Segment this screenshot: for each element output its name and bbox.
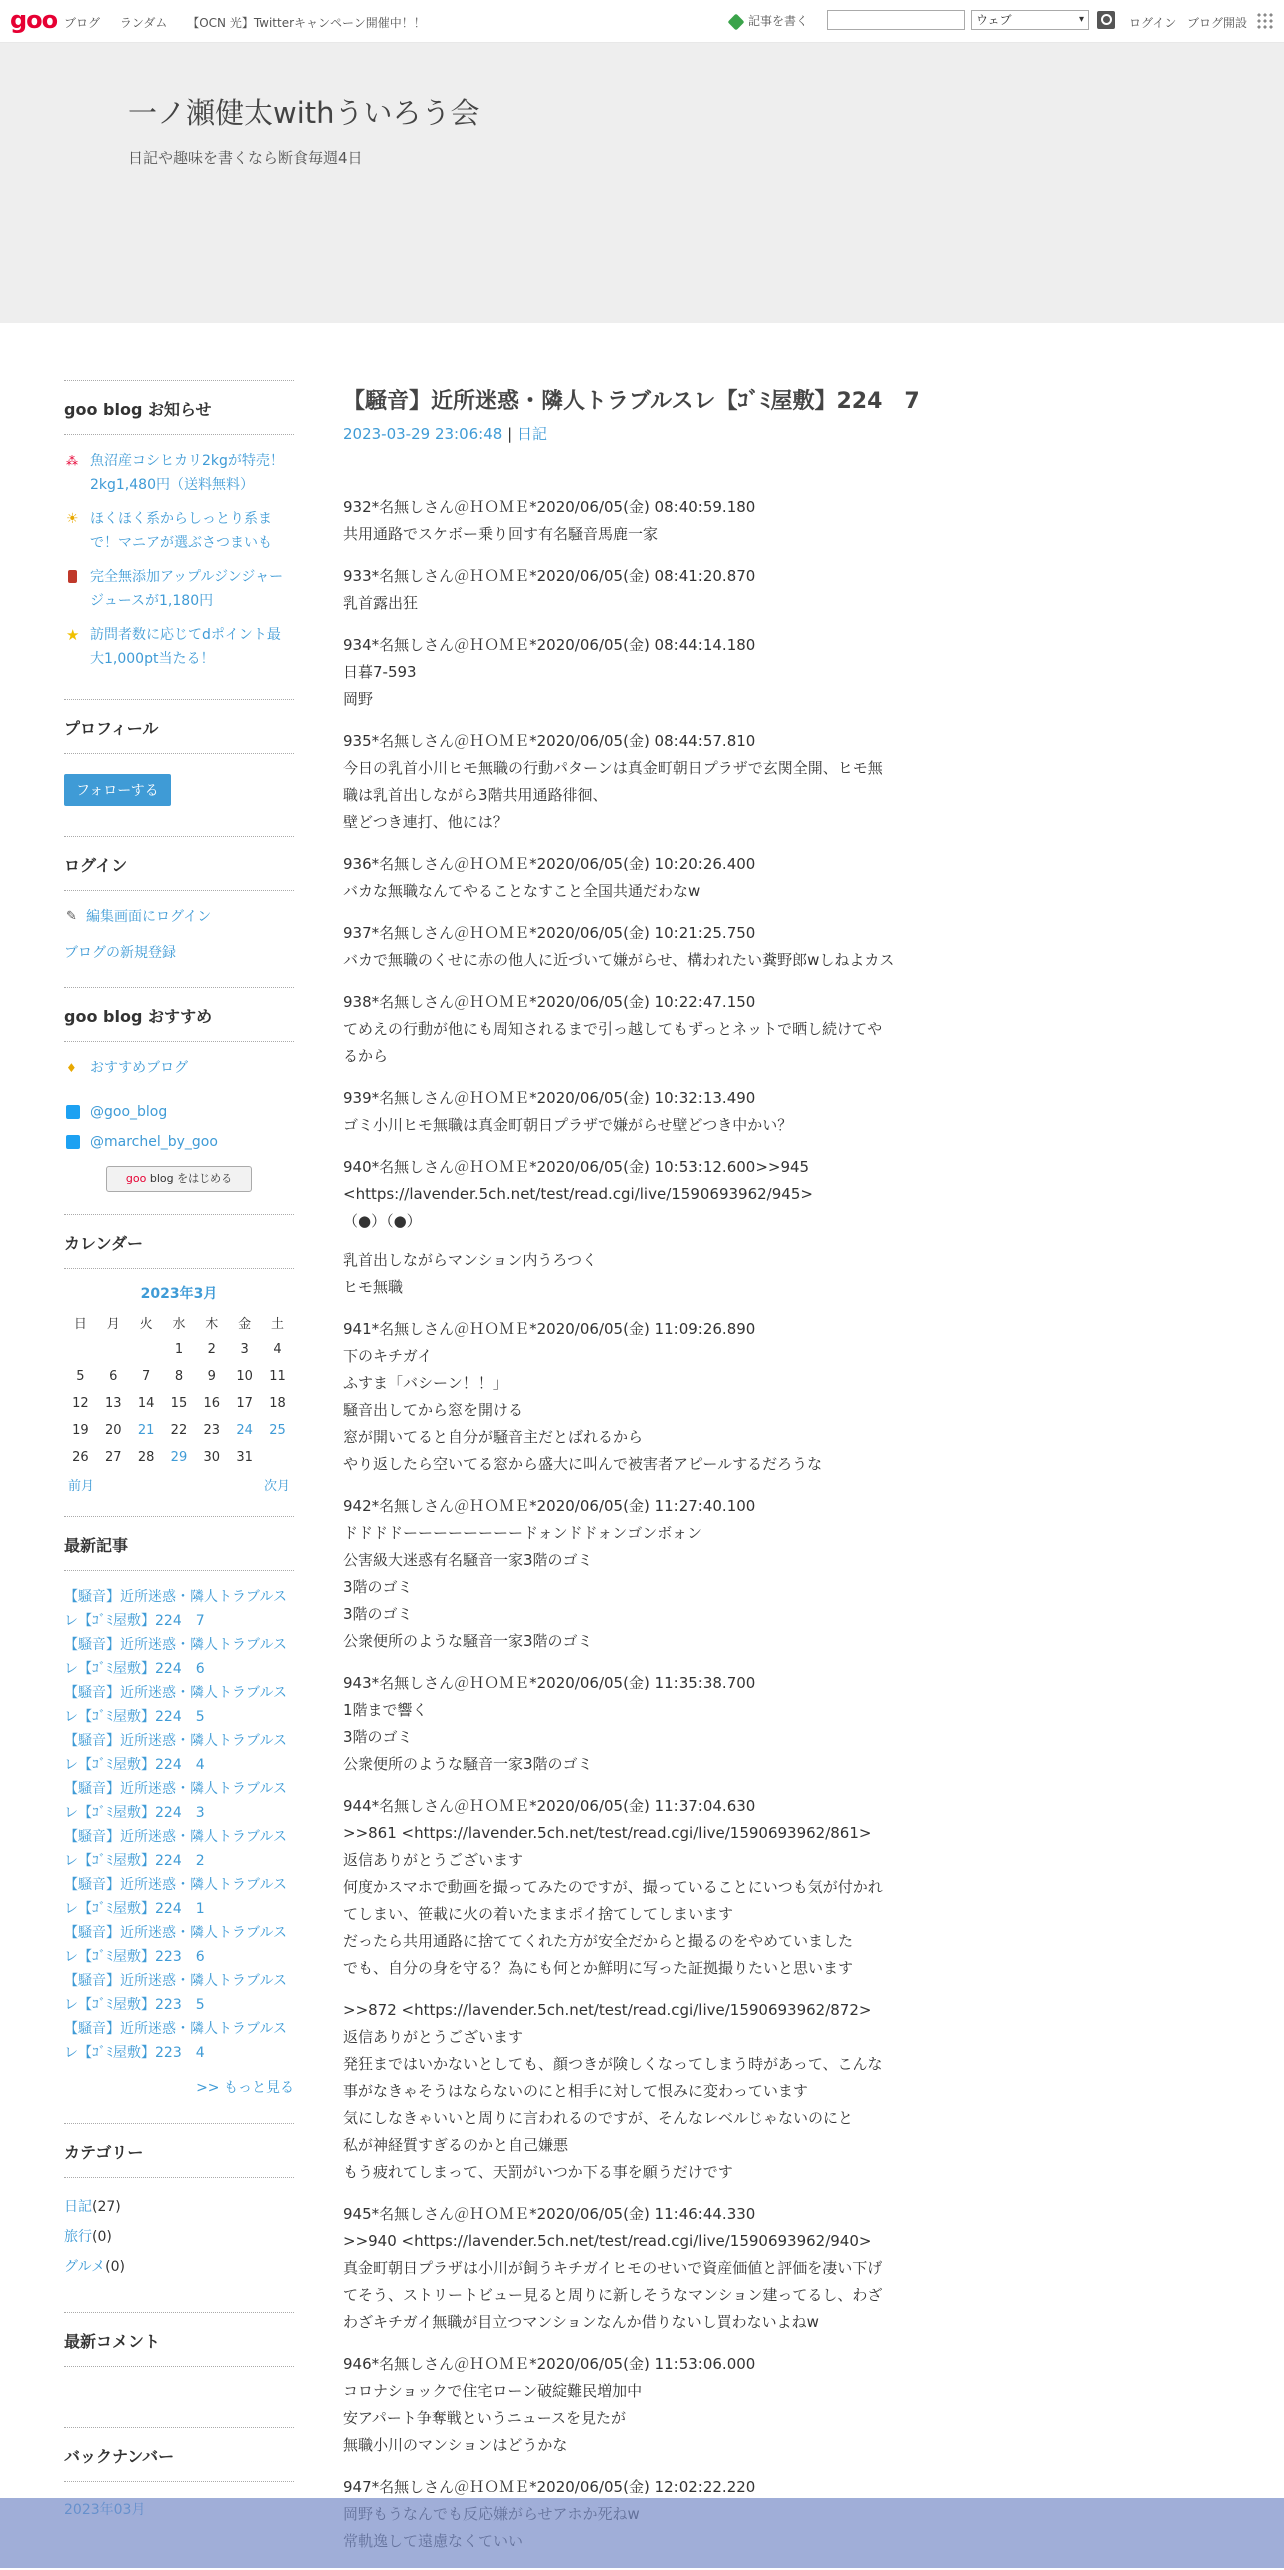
calendar-day: 13 [104,1396,122,1411]
calendar-day: 15 [170,1396,188,1411]
post-line: 公衆便所のような騒音一家3階のゴミ [343,1632,593,1650]
post-header: 942*名無しさん＠ＨＯＭＥ*2020/06/05(金) 11:27:40.100 [343,1497,756,1515]
top-links [64,14,442,31]
post-line: ゴミ小川ヒモ無職は真金町朝日プラザで嫌がらせ壁どつき中かい？ [343,1116,793,1134]
more-link[interactable]: >> もっと見る [196,2080,294,2096]
profile-heading: プロフィール [64,716,294,754]
post [343,851,943,905]
post [343,1793,943,1982]
post-line: てそう、ストリートビュー見ると周りに新しそうなマンション建ってるし、わざ [343,2286,883,2304]
recent-article-link[interactable]: 【騒音】近所迷惑・隣人トラブルスレ【ｺﾞﾐ屋敷】224 6 [64,1637,288,1677]
calendar-weekday: 日 [73,1317,87,1332]
notice-item[interactable] [64,623,294,671]
post-line: 下のキチガイ [343,1347,433,1365]
post-line: 共用通路でスケボー乗り回す有名騒音馬鹿一家 [343,525,659,543]
post-line: ふすま「バシーン！！」 [343,1374,508,1392]
top-bar [0,0,1284,43]
calendar-day: 30 [203,1450,221,1465]
post-header: 940*名無しさん＠ＨＯＭＥ*2020/06/05(金) 10:53:12.600>>945 [343,1158,810,1176]
category-item[interactable] [64,2192,294,2222]
top-link-blog[interactable]: ブログ [64,16,101,30]
calendar-day[interactable]: 25 [269,1423,286,1438]
post-header: 936*名無しさん＠ＨＯＭＥ*2020/06/05(金) 10:20:26.400 [343,855,756,873]
pen-icon [728,13,745,30]
twitter-label: @marchel_by_goo [90,1134,218,1150]
post [343,1154,943,1301]
rice-icon: ⁂ [66,454,78,468]
category-item[interactable] [64,2222,294,2252]
recent-article-link[interactable]: 【騒音】近所迷惑・隣人トラブルスレ【ｺﾞﾐ屋敷】223 4 [64,2021,288,2061]
post-line: バカで無職のくせに赤の他人に近づいて嫌がらせ、構われたい糞野郎wしねよカス [343,951,895,969]
calendar-day: 19 [72,1423,89,1438]
recent-heading: 最新記事 [64,1533,294,1571]
post-line: 気にしなきゃいいと周りに言われるのですが、そんなレベルじゃないのにと [343,2109,854,2127]
post-line: 公害級大迷惑有名騒音一家3階のゴミ [343,1551,593,1569]
calendar-day: 7 [141,1369,151,1384]
calendar-week [64,1363,294,1390]
juice-icon [68,570,77,583]
start-blog-label: blog をはじめる [149,1172,233,1185]
post [343,728,943,836]
post [343,563,943,617]
post-line: 返信ありがとうございます [343,1851,524,1869]
recent-article-link[interactable]: 【騒音】近所迷惑・隣人トラブルスレ【ｺﾞﾐ屋敷】224 5 [64,1685,288,1725]
comments-heading: 最新コメント [64,2329,294,2367]
calendar-day: 17 [236,1396,253,1411]
post-line: わざキチガイ無職が目立つマンションなんか借りないし買わないよねw [343,2313,819,2331]
notice-item[interactable] [64,565,294,613]
recent-list [64,1585,294,2065]
post-line: 乳首露出狂 [343,594,419,612]
notice-text: 完全無添加アップルジンジャージュースが1,180円 [90,569,284,609]
post-line: 1階まで響く [343,1701,428,1719]
calendar-day [130,1336,163,1363]
article [343,380,943,2570]
recent-item [64,1681,294,1729]
post-line: 返信ありがとうございます [343,2028,524,2046]
calendar-day: 1 [174,1342,184,1357]
calendar-nav [64,1471,294,1516]
post-line: バカな無職なんてやることなすこと全国共通だわなw [343,882,701,900]
post-line: 騒音出してから窓を開ける [343,1401,524,1419]
post-line: 発狂まではいかないとしても、顔つきが険しくなってしまう時があって、こんな [343,2055,883,2073]
post-header: 946*名無しさん＠ＨＯＭＥ*2020/06/05(金) 11:53:06.000 [343,2355,756,2373]
post-line: <https://lavender.5ch.net/test/read.cgi/live/1590693962/945> [343,1185,813,1203]
post-line: >>940 <https://lavender.5ch.net/test/read.cgi/live/1590693962/940> [343,2232,872,2250]
recent-item [64,1585,294,1633]
calendar-day: 9 [207,1369,216,1384]
post-line: 今日の乳首小川ヒモ無職の行動パターンは真金町朝日プラザで玄関全開、ヒモ無 [343,759,883,777]
calendar-day: 16 [203,1396,221,1411]
calendar-weekday: 火 [139,1317,153,1332]
recent-item [64,1921,294,1969]
calendar-day: 18 [269,1396,286,1411]
category-heading: カテゴリー [64,2140,294,2178]
post-header: 944*名無しさん＠ＨＯＭＥ*2020/06/05(金) 11:37:04.630 [343,1797,756,1815]
recent-article-link[interactable]: 【騒音】近所迷惑・隣人トラブルスレ【ｺﾞﾐ屋敷】224 3 [64,1781,288,1821]
calendar-day: 26 [72,1450,89,1465]
apps-grid-icon[interactable] [1256,12,1274,30]
calendar-day: 2 [207,1342,216,1357]
calendar-week [64,1444,294,1471]
post [343,1493,943,1655]
recent-article-link[interactable]: 【騒音】近所迷惑・隣人トラブルスレ【ｺﾞﾐ屋敷】224 7 [64,1589,288,1629]
profile-section [64,699,294,836]
twitter-icon [66,1135,80,1149]
star-icon: ★ [66,626,80,644]
post-header: 933*名無しさん＠ＨＯＭＥ*2020/06/05(金) 08:41:20.870 [343,567,756,585]
calendar-day: 8 [174,1369,184,1384]
calendar-weekday: 土 [271,1317,285,1332]
top-link-random[interactable]: ランダム [119,16,168,30]
backnumber-heading: バックナンバー [64,2444,294,2482]
post-line: てめえの行動が他にも周知されるまで引っ越してもずっとネットで晒し続けてや [343,1020,883,1038]
top-link-campaign[interactable]: 【OCN 光】Twitterキャンペーン開催中！！ [187,16,426,30]
twitter-link[interactable] [64,1100,294,1124]
post-line: （●）（●） [343,1212,422,1230]
post-line: ドドドドーーーーーーーードォンドドォンゴンボォン [343,1524,702,1542]
post-header: 939*名無しさん＠ＨＯＭＥ*2020/06/05(金) 10:32:13.490 [343,1089,756,1107]
post-header: 934*名無しさん＠ＨＯＭＥ*2020/06/05(金) 08:44:14.180 [343,636,756,654]
notice-text: 訪問者数に応じてdポイント最大1,000pt当たる！ [90,627,281,667]
category-count: (0) [92,2229,112,2245]
new-register-link[interactable]: ブログの新規登録 [64,945,176,961]
calendar-day[interactable]: 24 [236,1423,253,1438]
notice-item[interactable] [64,507,294,555]
notice-text: ほくほく系からしっとり系まで！マニアが選ぶさつまいも [90,511,272,551]
post-header: 943*名無しさん＠ＨＯＭＥ*2020/06/05(金) 11:35:38.700 [343,1674,756,1692]
post [343,2351,943,2459]
category-name: グルメ [64,2259,106,2275]
post-line: 岡野 [343,690,374,708]
recommend-section [64,987,294,1192]
meta-separator: | [507,425,513,443]
post-line: 壁どつき連打、他には？ [343,813,508,831]
calendar-section [64,1214,294,1516]
comments-section [64,2312,294,2367]
post-line: コロナショックで住宅ローン破綻難民増加中 [343,2382,643,2400]
write-label: 記事を書く [748,14,809,28]
edit-login-link[interactable] [64,905,294,929]
post-line: 職は乳首出しながら3階共用通路徘徊、 [343,786,608,804]
login-section [64,836,294,967]
follow-button[interactable]: フォローする [64,774,171,806]
article-title: 【騒音】近所迷惑・隣人トラブルスレ【ｺﾞﾐ屋敷】224 7 [343,389,920,414]
post-header: 941*名無しさん＠ＨＯＭＥ*2020/06/05(金) 11:09:26.890 [343,1320,756,1338]
post [343,1670,943,1778]
post-line: ヒモ無職 [343,1278,404,1296]
post-line: 3階のゴミ [343,1728,413,1746]
blog-header [0,43,1284,323]
calendar-day[interactable]: 21 [137,1423,155,1438]
post-line: >>861 <https://lavender.5ch.net/test/read.cgi/live/1590693962/861> [343,1824,872,1842]
calendar-table [64,1309,294,1471]
twitter-link[interactable] [64,1130,294,1154]
post [343,2201,943,2336]
post-line [343,1235,943,1247]
recent-section [64,1516,294,2097]
sun-icon: ☀ [66,511,79,527]
calendar-day [97,1336,130,1363]
search-scope-value: ウェブ [976,13,1012,27]
next-month-link[interactable]: 次月 [263,1479,290,1494]
post-line: 真金町朝日プラザは小川が飼うキチガイヒモのせいで資産価値と評価を凄い下げ [343,2259,883,2277]
recent-article-link[interactable]: 【騒音】近所迷惑・隣人トラブルスレ【ｺﾞﾐ屋敷】223 6 [64,1925,288,1965]
calendar-weekday: 木 [205,1317,219,1332]
post-line: でも、自分の身を守る？為にも何とか鮮明に写った証拠撮りたいと思います [343,1959,854,1977]
category-name: 日記 [64,2199,92,2215]
search-scope-select[interactable] [971,10,1089,30]
post [343,494,943,548]
recommend-heading: goo blog おすすめ [64,1004,294,1042]
post-header: 935*名無しさん＠ＨＯＭＥ*2020/06/05(金) 08:44:57.810 [343,732,756,750]
recent-article-link[interactable]: 【騒音】近所迷惑・隣人トラブルスレ【ｺﾞﾐ屋敷】224 1 [64,1877,288,1917]
post-header: >>872 <https://lavender.5ch.net/test/read.cgi/live/1590693962/872> [343,2001,872,2019]
calendar-day: 10 [236,1369,253,1384]
recent-article-link[interactable]: 【騒音】近所迷惑・隣人トラブルスレ【ｺﾞﾐ屋敷】224 2 [64,1829,288,1869]
post-line: てしまい、笹載に火の着いたままポイ捨てしてしまいます [343,1905,734,1923]
recent-article-link[interactable]: 【騒音】近所迷惑・隣人トラブルスレ【ｺﾞﾐ屋敷】223 5 [64,1973,288,2013]
login-heading: ログイン [64,853,294,891]
post [343,920,943,974]
post-line: 公衆便所のような騒音一家3階のゴミ [343,1755,593,1773]
bottom-overlay [0,2498,1284,2568]
calendar-weekday: 水 [172,1317,186,1332]
calendar-day: 22 [170,1423,188,1438]
notice-heading: goo blog お知らせ [64,397,294,435]
notice-item[interactable] [64,449,294,497]
recent-item [64,2017,294,2065]
calendar-week [64,1417,294,1444]
post-header: 937*名無しさん＠ＨＯＭＥ*2020/06/05(金) 10:21:25.750 [343,924,756,942]
post-header: 945*名無しさん＠ＨＯＭＥ*2020/06/05(金) 11:46:44.330 [343,2205,756,2223]
twitter-label: @goo_blog [90,1104,168,1120]
recent-item [64,1969,294,2017]
recent-item [64,1633,294,1681]
blog-subtitle: 日記や趣味を書くなら断食毎週4日 [128,149,363,167]
search-icon[interactable] [1097,11,1115,29]
post-line: 3階のゴミ [343,1605,413,1623]
calendar-day: 14 [137,1396,155,1411]
post-line: 窓が開いてると自分が騒音主だとばれるから [343,1428,644,1446]
category-name: 旅行 [64,2229,92,2245]
calendar-week [64,1336,294,1363]
calendar-day: 28 [137,1450,155,1465]
twitter-icon [66,1105,80,1119]
post-line: 私が神経質すぎるのかと自己嫌悪 [343,2136,569,2154]
calendar-day: 31 [236,1450,253,1465]
chevron-down-icon: ▾ [1078,14,1084,25]
post-header: 938*名無しさん＠ＨＯＭＥ*2020/06/05(金) 10:22:47.150 [343,993,756,1011]
recent-item [64,1873,294,1921]
post-line: 事がなきゃそうはならないのにと相手に対して恨みに変わっています [343,2082,808,2100]
calendar-day [64,1336,97,1363]
post [343,1085,943,1139]
article-date[interactable]: 2023-03-29 23:06:48 [343,425,503,443]
post-line: 無職小川のマンションはどうかな [343,2436,568,2454]
article-body [343,494,943,2555]
goo-logo[interactable]: goo [10,6,58,34]
notice-text: 魚沼産コシヒカリ2kgが特売！2kg1,480円（送料無料） [90,453,284,493]
login-link[interactable]: ログイン [1129,16,1177,30]
recent-item [64,1729,294,1777]
notice-section [64,380,294,671]
post-header: 932*名無しさん＠ＨＯＭＥ*2020/06/05(金) 08:40:59.180 [343,498,756,516]
calendar-day: 6 [109,1369,118,1384]
article-meta [343,423,943,444]
recent-article-link[interactable]: 【騒音】近所迷惑・隣人トラブルスレ【ｺﾞﾐ屋敷】224 4 [64,1733,288,1773]
start-blog-button[interactable] [106,1166,252,1192]
open-blog-link[interactable]: ブログ開設 [1187,16,1248,30]
category-section [64,2123,294,2282]
write-article-link[interactable] [730,12,808,29]
post-line: 乳首出しながらマンション内うろつく [343,1251,598,1269]
calendar-day[interactable]: 29 [170,1450,188,1465]
category-count: (0) [105,2259,126,2275]
calendar-heading: カレンダー [64,1231,294,1269]
post [343,632,943,713]
calendar-day: 27 [104,1450,122,1465]
blog-title[interactable]: 一ノ瀬健太withういろう会 [128,96,480,130]
post-line: 日暮7-593 [343,663,417,681]
recent-item [64,1825,294,1873]
post-line: 何度かスマホで動画を撮ってみたのですが、撮っていることにいつも気が付かれ [343,1878,883,1896]
prev-month-link[interactable]: 前月 [68,1479,95,1494]
calendar-day: 11 [269,1369,286,1384]
category-item[interactable] [64,2252,294,2282]
post [343,1316,943,1478]
calendar-day: 23 [203,1423,221,1438]
recommend-blog-link[interactable] [64,1056,294,1080]
category-count: (27) [92,2199,121,2215]
sidebar [64,380,294,2524]
post-line: るから [343,1047,389,1065]
bulb-icon: ♦ [66,1061,77,1075]
calendar-day: 3 [240,1342,249,1357]
calendar-day: 5 [76,1369,85,1384]
calendar-day: 12 [72,1396,89,1411]
calendar-weekday: 金 [238,1317,252,1332]
pencil-icon: ✎ [66,909,77,924]
calendar-month-title[interactable]: 2023年3月 [140,1286,218,1302]
search-input[interactable] [827,10,965,30]
post-header: 947*名無しさん＠ＨＯＭＥ*2020/06/05(金) 12:02:22.220 [343,2478,756,2496]
article-category[interactable]: 日記 [516,425,547,443]
post [343,989,943,1070]
calendar-week [64,1390,294,1417]
post-line: もう疲れてしまって、天罰がいつか下る事を願うだけです [343,2163,733,2181]
post-line: だったら共用通路に捨ててくれた方が安全だからと撮るのをやめていました [343,1932,854,1950]
calendar-day [261,1444,294,1471]
post-line: 3階のゴミ [343,1578,413,1596]
recommend-blog-label: おすすめブログ [90,1060,189,1076]
calendar-day: 4 [273,1342,282,1357]
calendar-weekday: 月 [106,1317,120,1332]
edit-login-label: 編集画面にログイン [86,909,212,925]
post-line: やり返したら空いてる窓から盛大に叫んで被害者アピールするだろうな [343,1455,823,1473]
post [343,1997,943,2186]
recent-item [64,1777,294,1825]
goo-wordmark: goo [125,1172,147,1185]
post-line: 安アパート争奪戦というニュースを見たが [343,2409,627,2427]
calendar-day: 20 [104,1423,122,1438]
